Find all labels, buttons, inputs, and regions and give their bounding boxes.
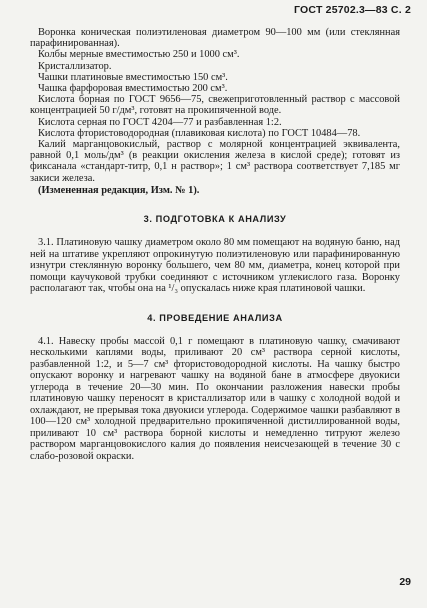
list-item: Воронка коническая полиэтиленовая диаметром 90—100 мм (или стеклянная парафинированная). <box>30 27 400 50</box>
section-4-paragraph: 4.1. Навеску пробы массой 0,1 г помещают в платиновую чашку, смачивают несколькими каплями воды, приливают 20 см³ раствора серной кислоты, разбавленной 1:2, и 5—7 см³ фтористоводородной кислоты. На чашку быстро опускают воронку и нагревают чашку на водяной бане в атмосфере двуокиси углерода в течение 20—30 мин. По окончании разложения навески пробы платиновую чашку переносят в кристаллизатор или в чашку с холодной водой и охлаждают, не прерывая тока двуокиси углерода. Содержимое чашки разбавляют в 100—120 см³ холодной предварительно прокипяченной дистиллированной воды, приливают 10 см³ раствора борной кислоты и немедленно титруют железо раствором марганцовокислого калия до появления неисчезающей в течение 30 с слабо-розовой окраски. <box>30 335 400 462</box>
page-header: ГОСТ 25702.3—83 С. 2 <box>294 4 411 16</box>
page-number: 29 <box>399 576 411 588</box>
list-item: Калий марганцовокислый, раствор с молярной концентрацией эквивалента, равной 0,1 моль/дм³ (в реакции окисления железа в кислой среде); готовят из фиксанала «стандарт-титр, 0,1 н раствор»; 1 см³ раствора соответствует 7,185 мг закиси железа. <box>30 139 400 184</box>
section-3-paragraph: 3.1. Платиновую чашку диаметром около 80 мм помещают на водяную баню, над ней на штативе укрепляют опрокинутую полиэтиленовую или парафинированную изнутри стеклянную воронку большего, чем 80 мм, диаметра, конец которой при помощи каучуковой трубки соединяют с источником углекислого газа. Воронку располагают так, чтобы она на ¹/₃ опускалась ниже края платиновой чашки. <box>30 237 400 295</box>
list-item: Колбы мерные вместимостью 250 и 1000 см³. <box>38 49 240 61</box>
section-4-title: 4. ПРОВЕДЕНИЕ АНАЛИЗА <box>147 313 283 323</box>
list-item: Кристаллизатор. <box>38 60 112 72</box>
document-body <box>30 27 400 462</box>
list-item: Чашка фарфоровая вместимостью 200 см³. <box>38 83 228 95</box>
section-3-title: 3. ПОДГОТОВКА К АНАЛИЗУ <box>143 214 287 225</box>
list-item: Кислота борная по ГОСТ 9656—75, свежеприготовленный раствор с массовой концентрацией 50 г/дм³, готовят на прокипяченной воде. <box>30 94 400 117</box>
list-item: Чашки платиновые вместимостью 150 см³. <box>38 71 228 83</box>
list-item: Кислота фтористоводородная (плавиковая кислота) по ГОСТ 10484—78. <box>38 127 361 139</box>
amendment-note: (Измененная редакция, Изм. № 1). <box>38 184 200 196</box>
list-item: Кислота серная по ГОСТ 4204—77 и разбавленная 1:2. <box>38 116 282 128</box>
